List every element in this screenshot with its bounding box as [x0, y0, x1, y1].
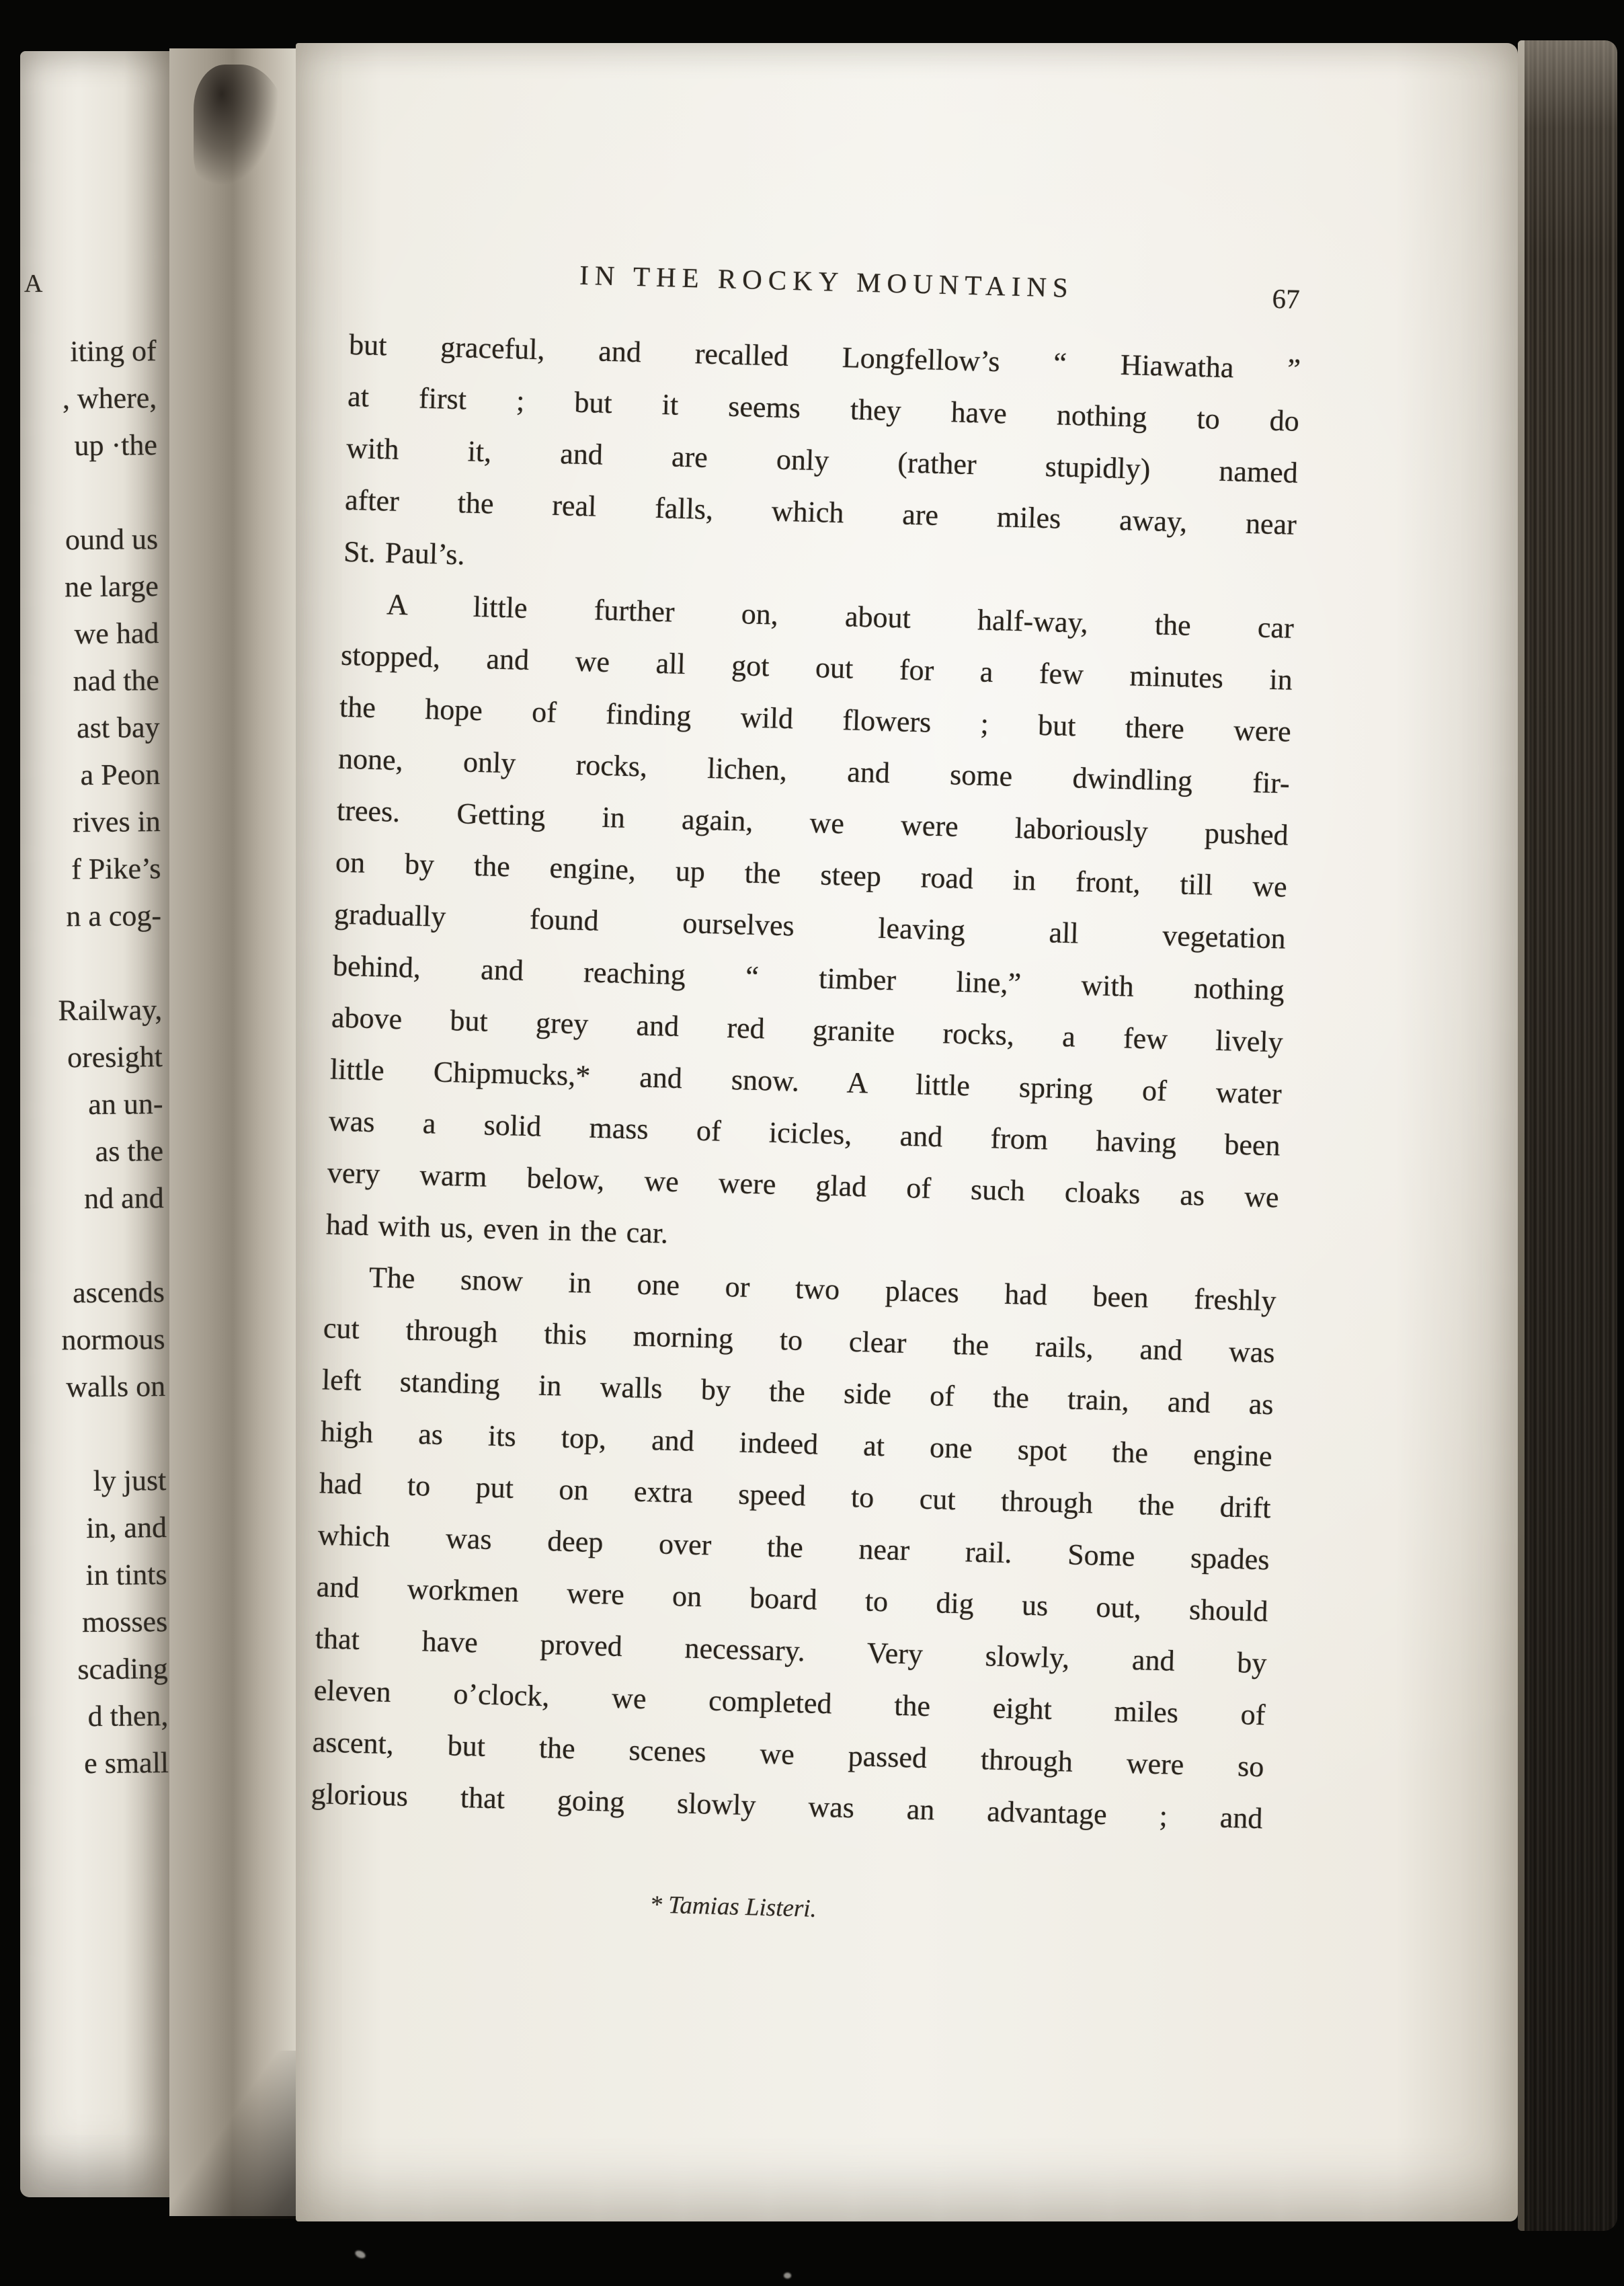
text-line: but graceful, and recalled Longfellow’s “ Hiawatha ” — [348, 327, 1301, 386]
left-page-line: , where, — [62, 381, 157, 416]
left-page-line: d then, — [87, 1699, 169, 1733]
left-page-fragment — [20, 51, 169, 2197]
text-line: cut through this morning to clear the rails, and was — [323, 1311, 1276, 1370]
text-line: left standing in walls by the side of the train, and as — [321, 1363, 1274, 1421]
left-page-line: in, and — [85, 1511, 167, 1545]
text-line: with it, and are only (rather stupidly) named — [346, 431, 1299, 489]
text-line: at first ; but it seems they have nothing to do — [347, 379, 1300, 438]
text-line: none, only rocks, lichen, and some dwindling fir- — [337, 742, 1291, 800]
text-line: A little further on, about half-way, the car — [386, 588, 1295, 645]
text-line: ascent, but the scenes we passed through were so — [312, 1725, 1265, 1784]
paragraph — [325, 578, 1295, 1275]
left-running-head-fragment: A — [24, 270, 47, 298]
left-page-line: as the — [95, 1134, 164, 1168]
text-line: gradually found ourselves leaving all vegetation — [333, 897, 1287, 955]
left-page-line: an un- — [88, 1087, 163, 1121]
left-page-line: nad the — [73, 664, 160, 698]
text-line: above but grey and red granite rocks, a few lively — [331, 1000, 1284, 1059]
running-title: IN THE ROCKY MOUNTAINS — [579, 259, 1075, 304]
left-page-line: we had — [74, 617, 159, 651]
text-line: stopped, and we all got out for a few minutes in — [340, 638, 1293, 697]
paragraph — [343, 319, 1301, 602]
body-text — [311, 319, 1301, 1844]
text-line: which was deep over the near rail. Some spades — [317, 1518, 1270, 1577]
text-line: the hope of finding wild flowers ; but there were — [339, 690, 1292, 748]
text-line: high as its top, and indeed at one spot the engine — [320, 1415, 1273, 1473]
left-page-line: ly just — [93, 1464, 167, 1497]
book-page-edges — [1518, 40, 1617, 2231]
text-line: St. Paul’s. — [343, 535, 466, 572]
text-line: and workmen were on board to dig us out, should — [316, 1570, 1269, 1628]
text-line: eleven o’clock, we completed the eight miles of — [313, 1673, 1266, 1732]
text-line: had with us, even in the car. — [325, 1208, 669, 1250]
top-page-edge-highlight — [1518, 40, 1525, 2231]
left-page-line — [19, 939, 162, 988]
left-page-line: rives in — [72, 805, 161, 839]
text-line: after the real falls, which are miles away, near — [344, 483, 1297, 541]
left-page-line — [22, 1222, 165, 1270]
text-line: trees. Getting in again, we were laboriously pushed — [336, 793, 1289, 852]
left-page-line — [23, 1410, 166, 1458]
left-page-line: ast bay — [76, 711, 160, 745]
text-line: very warm below, we were glad of such cloaks as we — [327, 1156, 1280, 1214]
text-line: glorious that going slowly was an advantage ; and — [311, 1777, 1264, 1836]
left-page-line: walls on — [66, 1370, 166, 1404]
running-header — [350, 253, 1303, 321]
footnote: * Tamias Listeri. — [649, 1891, 817, 1923]
dust-speck — [784, 2273, 791, 2279]
left-page-line: up ·the — [74, 428, 158, 463]
left-page-line: nd and — [83, 1181, 164, 1216]
left-page-line: a Peon — [80, 758, 161, 792]
left-page-line: n a cog- — [66, 899, 162, 933]
left-page-line: e small — [83, 1746, 169, 1780]
text-line: was a solid mass of icicles, and from having been — [328, 1104, 1281, 1162]
page-number: 67 — [1271, 282, 1301, 315]
left-page-line: ne large — [64, 569, 159, 604]
text-line: little Chipmucks,* and snow. A little spring of water — [329, 1052, 1283, 1111]
left-page-line: f Pike’s — [71, 852, 161, 886]
page-content — [300, 31, 1309, 2234]
dust-speck — [354, 2249, 367, 2260]
left-page-line: iting of — [70, 334, 157, 368]
left-page-line — [15, 469, 158, 517]
text-line: that have proved necessary. Very slowly, and by — [315, 1622, 1268, 1680]
left-page-line: Railway, — [58, 993, 163, 1027]
left-page-line: ascends — [72, 1275, 165, 1310]
left-page-line: ound us — [65, 522, 159, 557]
text-line: on by the engine, up the steep road in front, till we — [335, 845, 1288, 904]
left-page-line: in tints — [85, 1558, 167, 1592]
left-page-text — [13, 327, 169, 1788]
left-page-line: mosses — [81, 1605, 168, 1639]
left-page-line: normous — [61, 1323, 165, 1357]
paragraph — [311, 1250, 1277, 1844]
text-line: had to put on extra speed to cut through the drift — [319, 1466, 1272, 1525]
gutter-top-curl-shadow — [194, 65, 288, 199]
text-line: The snow in one or two places had been freshly — [368, 1261, 1277, 1318]
text-line: behind, and reaching “ timber line,” with nothing — [332, 949, 1285, 1007]
right-page — [296, 43, 1518, 2221]
left-page-line: scading — [77, 1652, 169, 1686]
left-page-line: oresight — [67, 1040, 163, 1074]
